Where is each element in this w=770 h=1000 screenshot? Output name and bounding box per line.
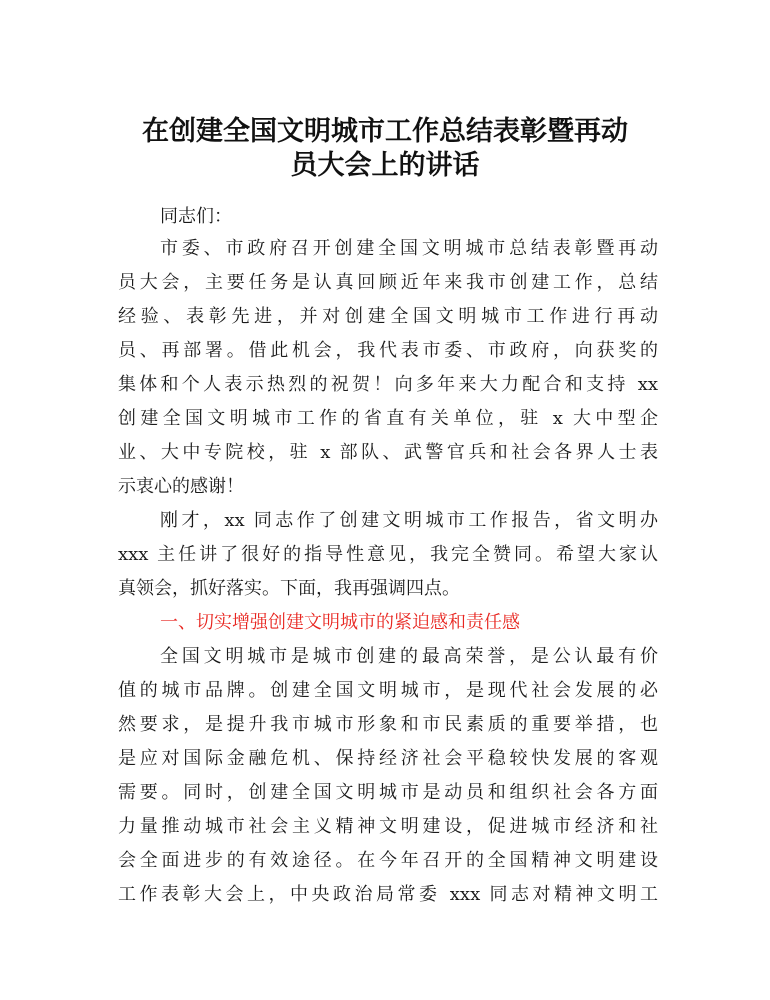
salutation: 同志们： — [160, 206, 232, 227]
paragraph-3-line: 工作表彰大会上，中央政治局常委 xxx 同志对精神文明工 — [118, 884, 658, 905]
paragraph-1-line: 创建全国文明城市工作的省直有关单位，驻 x 大中型企 — [118, 408, 658, 429]
document-title-line-2: 员大会上的讲话 — [290, 150, 480, 181]
paragraph-3-line: 需要。同时，创建全国文明城市是动员和组织社会各方面 — [118, 782, 658, 803]
paragraph-1-line: 员、再部署。借此机会，我代表市委、市政府，向获奖的 — [118, 340, 658, 361]
paragraph-1-line: 业、大中专院校，驻 x 部队、武警官兵和社会各界人士表 — [118, 442, 658, 463]
paragraph-1-line: 员大会，主要任务是认真回顾近年来我市创建工作，总结 — [118, 272, 658, 293]
paragraph-3-line: 然要求，是提升我市城市形象和市民素质的重要举措，也 — [118, 714, 658, 735]
paragraph-1-line: 集体和个人表示热烈的祝贺！向多年来大力配合和支持 xx — [118, 374, 658, 395]
paragraph-1-line: 示衷心的感谢！ — [118, 476, 244, 497]
document-title-line-1: 在创建全国文明城市工作总结表彰暨再动 — [142, 116, 628, 147]
paragraph-3-line: 值的城市品牌。创建全国文明城市，是现代社会发展的必 — [118, 680, 658, 701]
section-1-heading: 一、切实增强创建文明城市的紧迫感和责任感 — [160, 612, 520, 633]
paragraph-1-line: 市委、市政府召开创建全国文明城市总结表彰暨再动 — [160, 238, 658, 259]
paragraph-2-line: xxx 主任讲了很好的指导性意见，我完全赞同。希望大家认 — [118, 544, 658, 565]
paragraph-3-line: 全国文明城市是城市创建的最高荣誉，是公认最有价 — [160, 646, 658, 667]
paragraph-2-line: 刚才，xx 同志作了创建文明城市工作报告，省文明办 — [160, 510, 658, 531]
paragraph-1-line: 经验、表彰先进，并对创建全国文明城市工作进行再动 — [118, 306, 658, 327]
paragraph-3-line: 会全面进步的有效途径。在今年召开的全国精神文明建设 — [118, 850, 658, 871]
paragraph-3-line: 是应对国际金融危机、保持经济社会平稳较快发展的客观 — [118, 748, 658, 769]
paragraph-2-line: 真领会，抓好落实。下面，我再强调四点。 — [118, 578, 460, 599]
paragraph-3-line: 力量推动城市社会主义精神文明建设，促进城市经济和社 — [118, 816, 658, 837]
